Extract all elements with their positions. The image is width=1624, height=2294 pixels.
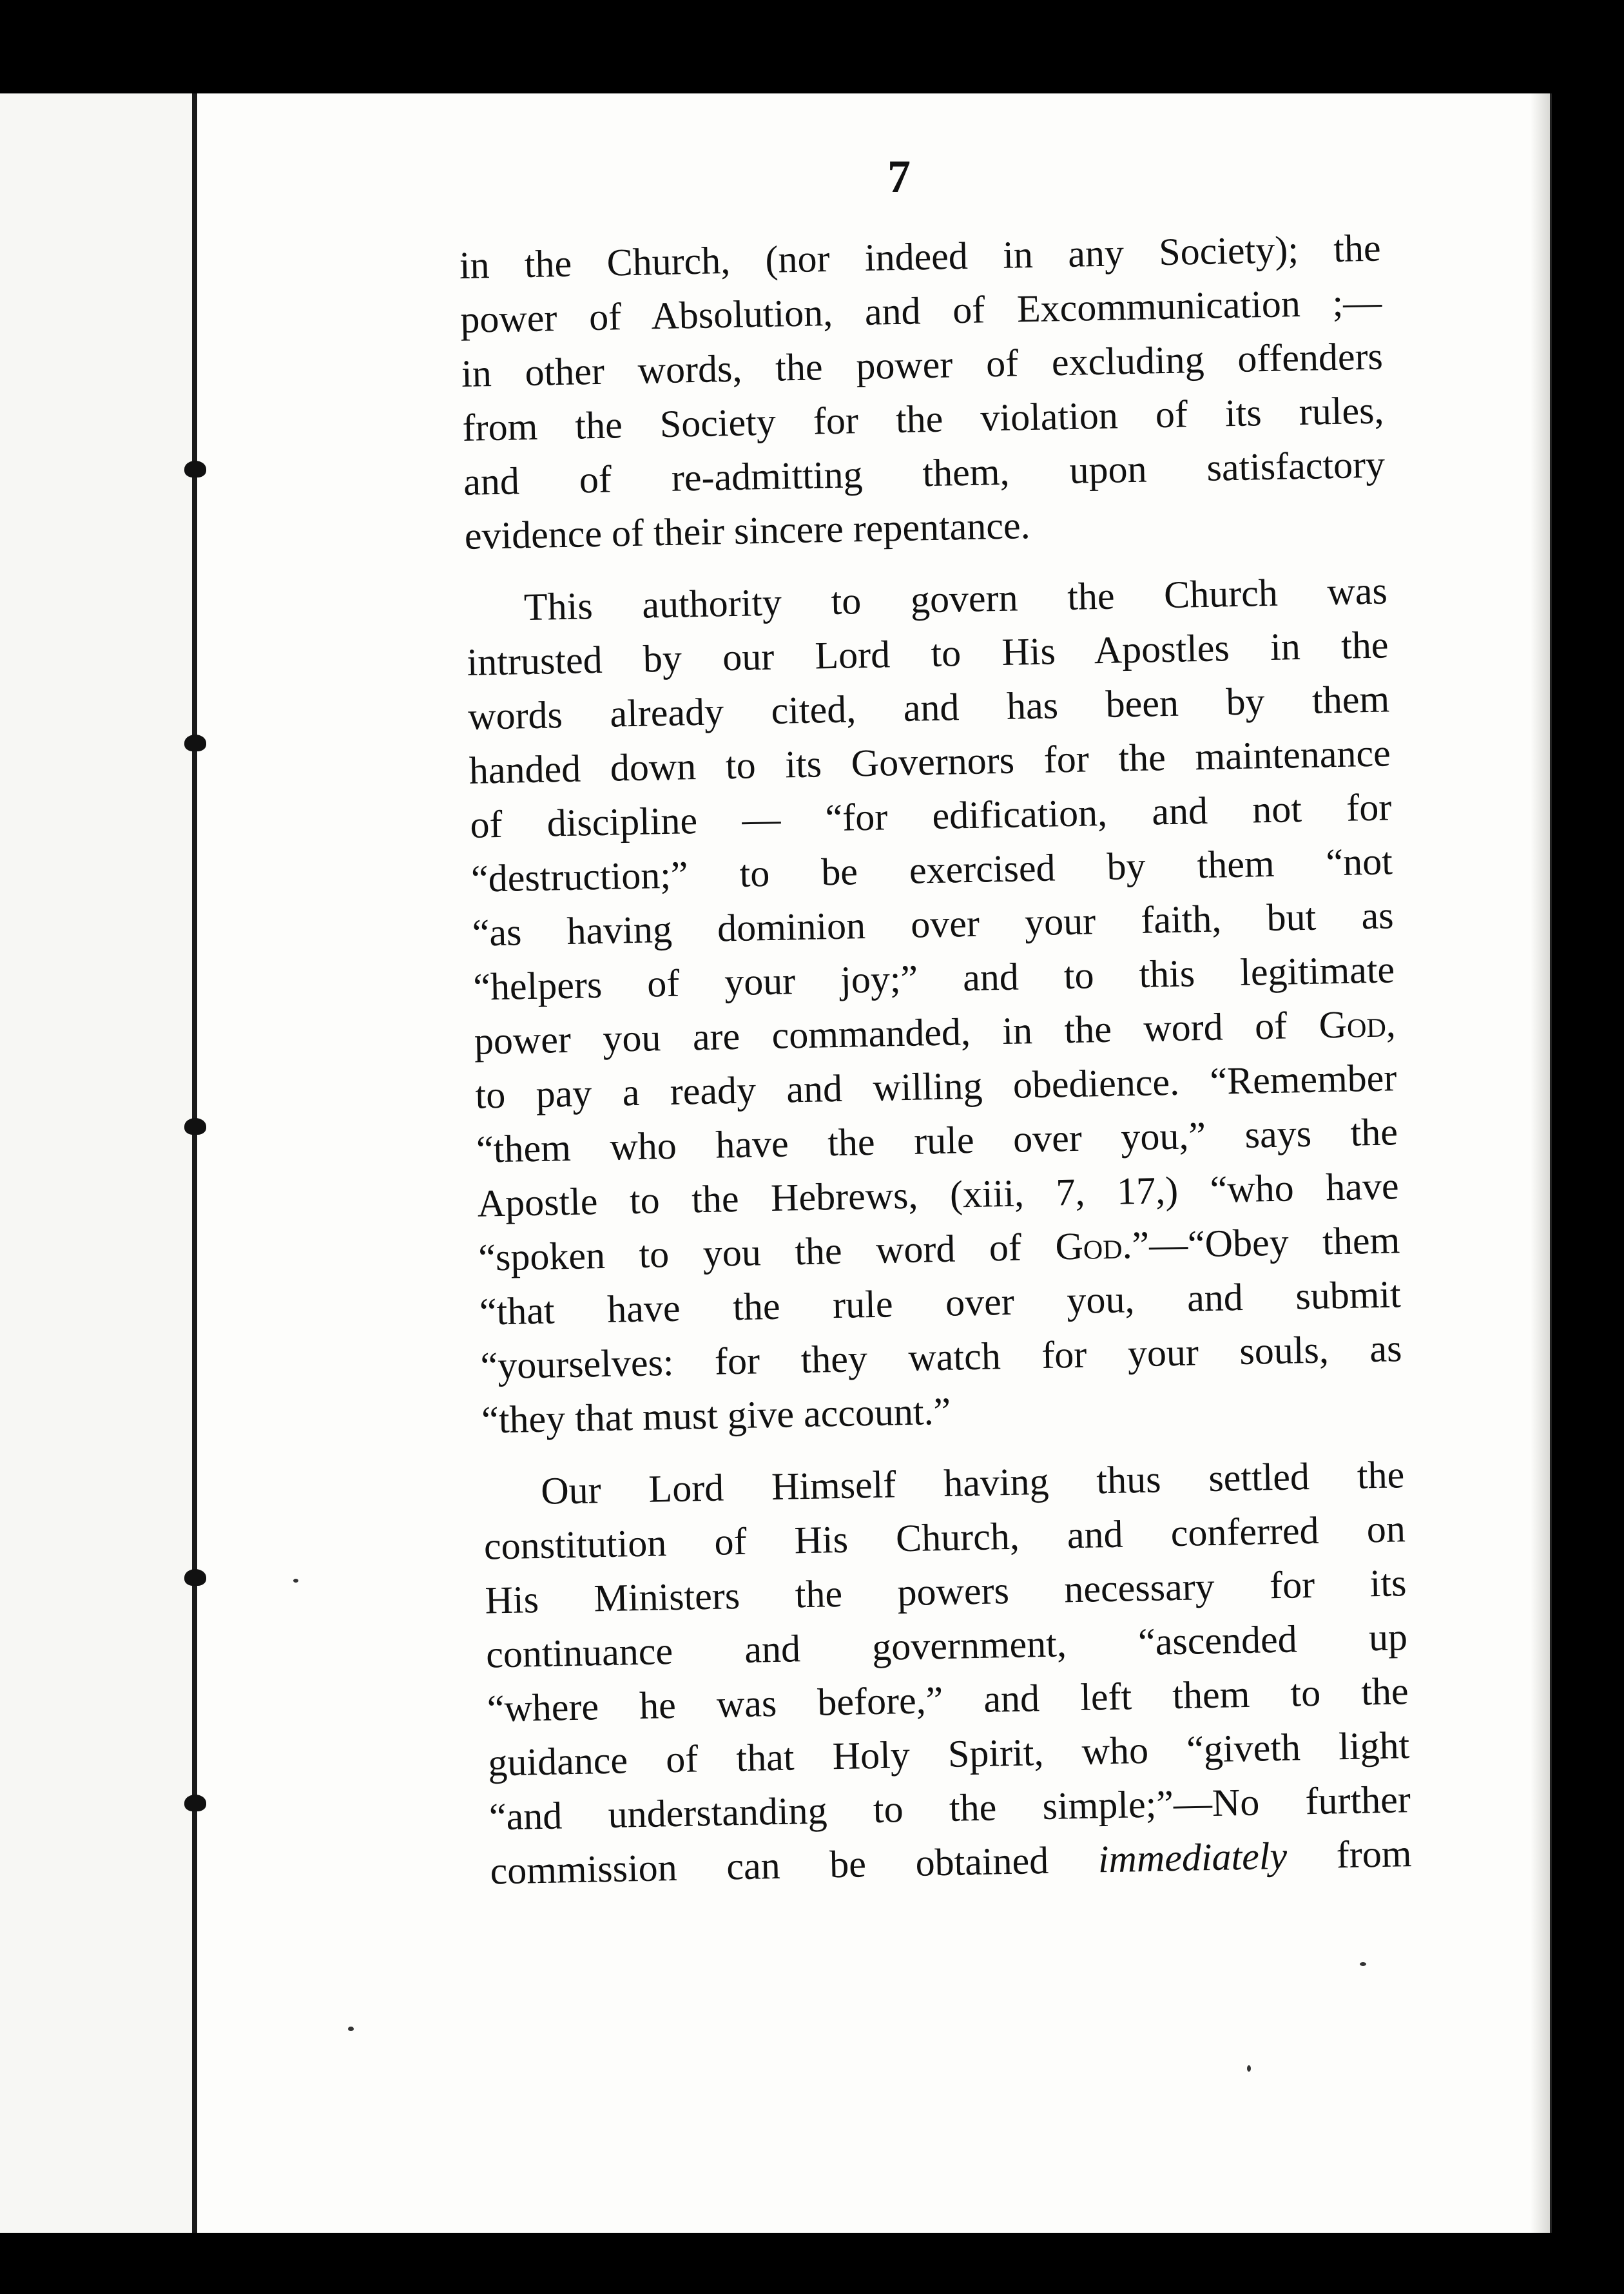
page-edge-shadow: [1531, 93, 1550, 2233]
binding-thread: [192, 93, 197, 2233]
text-line: Apostle to the Hebrews, (xiii, 7, 17,) “who have: [477, 1164, 1400, 1225]
small-caps-word: God: [1054, 1224, 1123, 1268]
text-line: “destruction;” to be exercised by them “not: [470, 840, 1393, 900]
text-line: from the Society for the violation of its rules,: [462, 389, 1385, 449]
text-segment: from: [1286, 1832, 1413, 1877]
text-line: intrusted by our Lord to His Apostles in the: [466, 623, 1389, 684]
text-line: “they that must give account.”: [481, 1389, 951, 1441]
text-segment: “spoken to you the word of: [478, 1225, 1056, 1279]
page-number: 7: [887, 151, 911, 202]
dust-speck: [348, 2027, 354, 2031]
text-segment: power you are commanded, in the word of: [474, 1003, 1320, 1063]
text-segment: ,: [1386, 1002, 1397, 1045]
text-line: of discipline — “for edification, and not for: [469, 786, 1392, 846]
text-line: power of Absolution, and of Excommunication ;—: [459, 280, 1382, 341]
binding-stitch: [184, 1569, 206, 1586]
text-segment: .”—“Obey them: [1121, 1219, 1400, 1267]
paragraph-2: [465, 563, 1404, 1447]
text-line: “them who have the rule over you,” says the: [476, 1110, 1398, 1171]
text-line: evidence of their sincere repentance.: [464, 504, 1031, 557]
text-line: “where he was before,” and left them to the: [487, 1670, 1409, 1730]
text-line: continuance and government, “ascended up: [485, 1615, 1408, 1676]
text-line: in the Church, (nor indeed in any Society); the: [459, 226, 1382, 287]
text-line: “helpers of your joy;” and to this legitimate: [472, 948, 1395, 1008]
small-caps-word: God: [1319, 1002, 1387, 1046]
text-line: to pay a ready and willing obedience. “Remember: [474, 1056, 1397, 1117]
binding-stitch: [184, 1795, 206, 1811]
text-line: This authority to govern the Church was: [523, 569, 1388, 629]
text-line: and of re-admitting them, upon satisfactory: [463, 443, 1386, 503]
spine-margin: [0, 93, 195, 2233]
dust-speck: [293, 1579, 298, 1583]
paragraph-3: [483, 1447, 1413, 1898]
text-line: Our Lord Himself having thus settled the: [540, 1453, 1405, 1512]
dust-speck: [1360, 1962, 1366, 1966]
text-line: “as having dominion over your faith, but as: [472, 894, 1395, 954]
text-line: “that have the rule over you, and submit: [479, 1273, 1402, 1333]
body-text: [459, 221, 1412, 1898]
text-line: “and understanding to the simple;”—No further: [488, 1778, 1411, 1838]
binding-stitch: [184, 461, 206, 477]
italic-word: immediately: [1097, 1834, 1288, 1881]
text-line: words already cited, and has been by them: [467, 677, 1390, 738]
text-line: constitution of His Church, and conferred on: [483, 1507, 1406, 1568]
paragraph-1: [459, 221, 1386, 563]
text-line: guidance of that Holy Spirit, who “giveth light: [487, 1724, 1410, 1784]
dust-speck: [1247, 2065, 1251, 2072]
binding-stitch: [184, 1118, 206, 1135]
text-line: “yourselves: for they watch for your souls, as: [479, 1327, 1402, 1387]
text-line: His Ministers the powers necessary for its: [484, 1561, 1407, 1622]
text-segment: commission can be obtained: [490, 1838, 1099, 1893]
binding-stitch: [184, 735, 206, 751]
text-line: handed down to its Governors for the maintenance: [469, 731, 1391, 792]
text-line: in other words, the power of excluding offenders: [461, 334, 1384, 395]
